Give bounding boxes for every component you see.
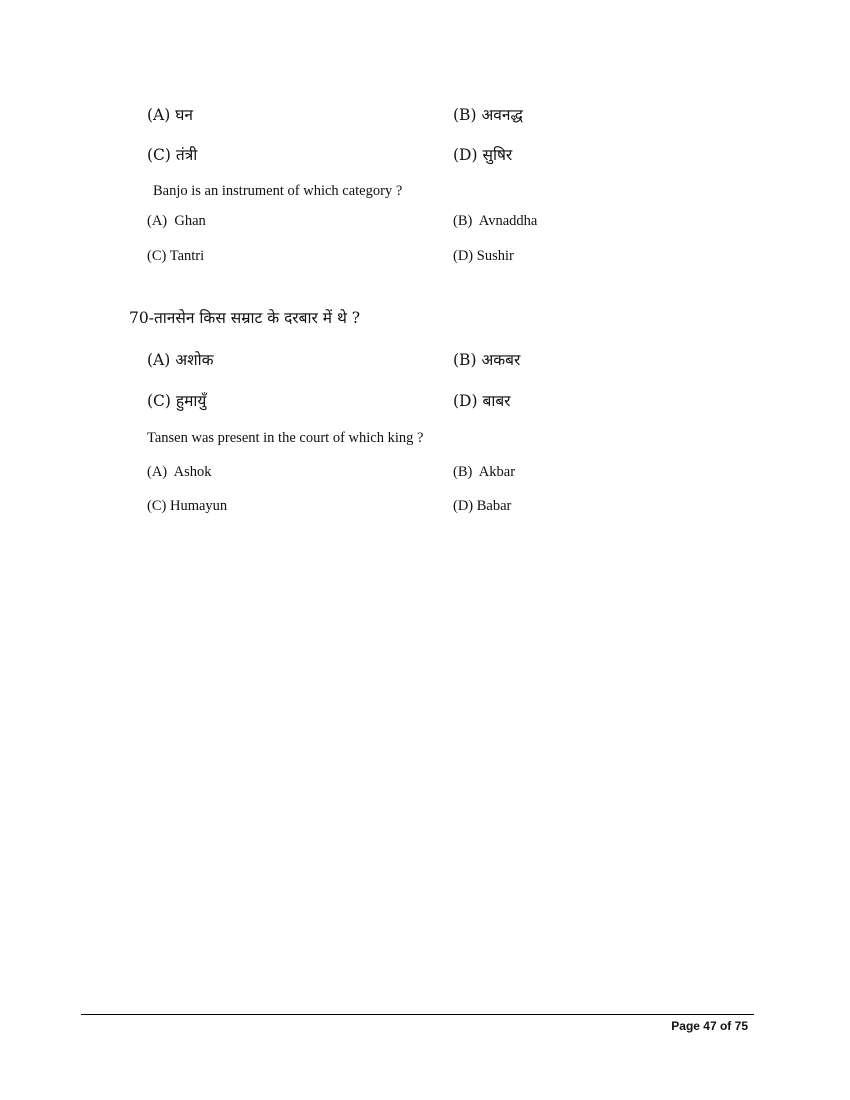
q70-english-option-c — [147, 498, 227, 515]
option-text: Avnaddha — [478, 213, 538, 229]
q69-hindi-option-a — [147, 103, 193, 125]
q70-english-option-a — [147, 464, 211, 481]
option-letter: (A) — [147, 351, 171, 369]
footer-divider — [81, 1014, 754, 1015]
option-letter: (B) — [453, 106, 477, 124]
option-text: Tantri — [169, 248, 205, 264]
q69-english-question: Banjo is an instrument of which category ? — [153, 183, 403, 199]
option-letter: (A) — [147, 464, 168, 480]
option-text: घन — [175, 106, 193, 124]
q69-english-option-c — [147, 248, 204, 265]
option-text: Ghan — [174, 213, 206, 229]
option-letter: (D) — [453, 146, 478, 164]
option-text: Akbar — [478, 464, 516, 480]
option-text: Humayun — [169, 498, 228, 514]
option-letter: (C) — [147, 498, 167, 514]
q70-hindi-option-c — [147, 389, 206, 411]
option-letter: (D) — [453, 248, 474, 264]
option-letter: (C) — [147, 392, 171, 410]
q70-english-option-d — [453, 498, 511, 515]
option-text: Sushir — [476, 248, 514, 264]
q70-hindi-option-d — [453, 389, 511, 411]
q69-hindi-option-b — [453, 103, 523, 125]
q70-hindi-option-a — [147, 348, 214, 370]
option-text: अकबर — [481, 351, 521, 369]
option-text: हुमायुँ — [175, 392, 207, 410]
option-letter: (A) — [147, 106, 171, 124]
q69-english-option-d — [453, 248, 514, 265]
option-text: अवनद्ध — [481, 106, 523, 124]
q70-english-option-b — [453, 464, 515, 481]
q70-english-question: Tansen was present in the court of which king ? — [147, 430, 424, 446]
q69-hindi-option-d — [453, 143, 512, 165]
option-text: Ashok — [173, 464, 212, 480]
option-text: बाबर — [482, 392, 511, 410]
option-text: सुषिर — [482, 146, 513, 164]
option-letter: (B) — [453, 213, 473, 229]
option-letter: (D) — [453, 498, 474, 514]
option-letter: (C) — [147, 248, 167, 264]
q70-hindi-question: 70-तानसेन किस सम्राट के दरबार में थे ? — [129, 309, 361, 327]
option-text: Babar — [476, 498, 512, 514]
q69-english-option-b — [453, 213, 537, 230]
q69-hindi-option-c — [147, 143, 197, 165]
q70-hindi-option-b — [453, 348, 520, 370]
option-letter: (D) — [453, 392, 478, 410]
q69-english-option-a — [147, 213, 206, 230]
option-text: अशोक — [175, 351, 214, 369]
option-letter: (C) — [147, 146, 171, 164]
option-letter: (A) — [147, 213, 168, 229]
page-number: Page 47 of 75 — [671, 1019, 748, 1033]
option-text: तंत्री — [175, 146, 198, 164]
option-letter: (B) — [453, 351, 477, 369]
option-letter: (B) — [453, 464, 473, 480]
